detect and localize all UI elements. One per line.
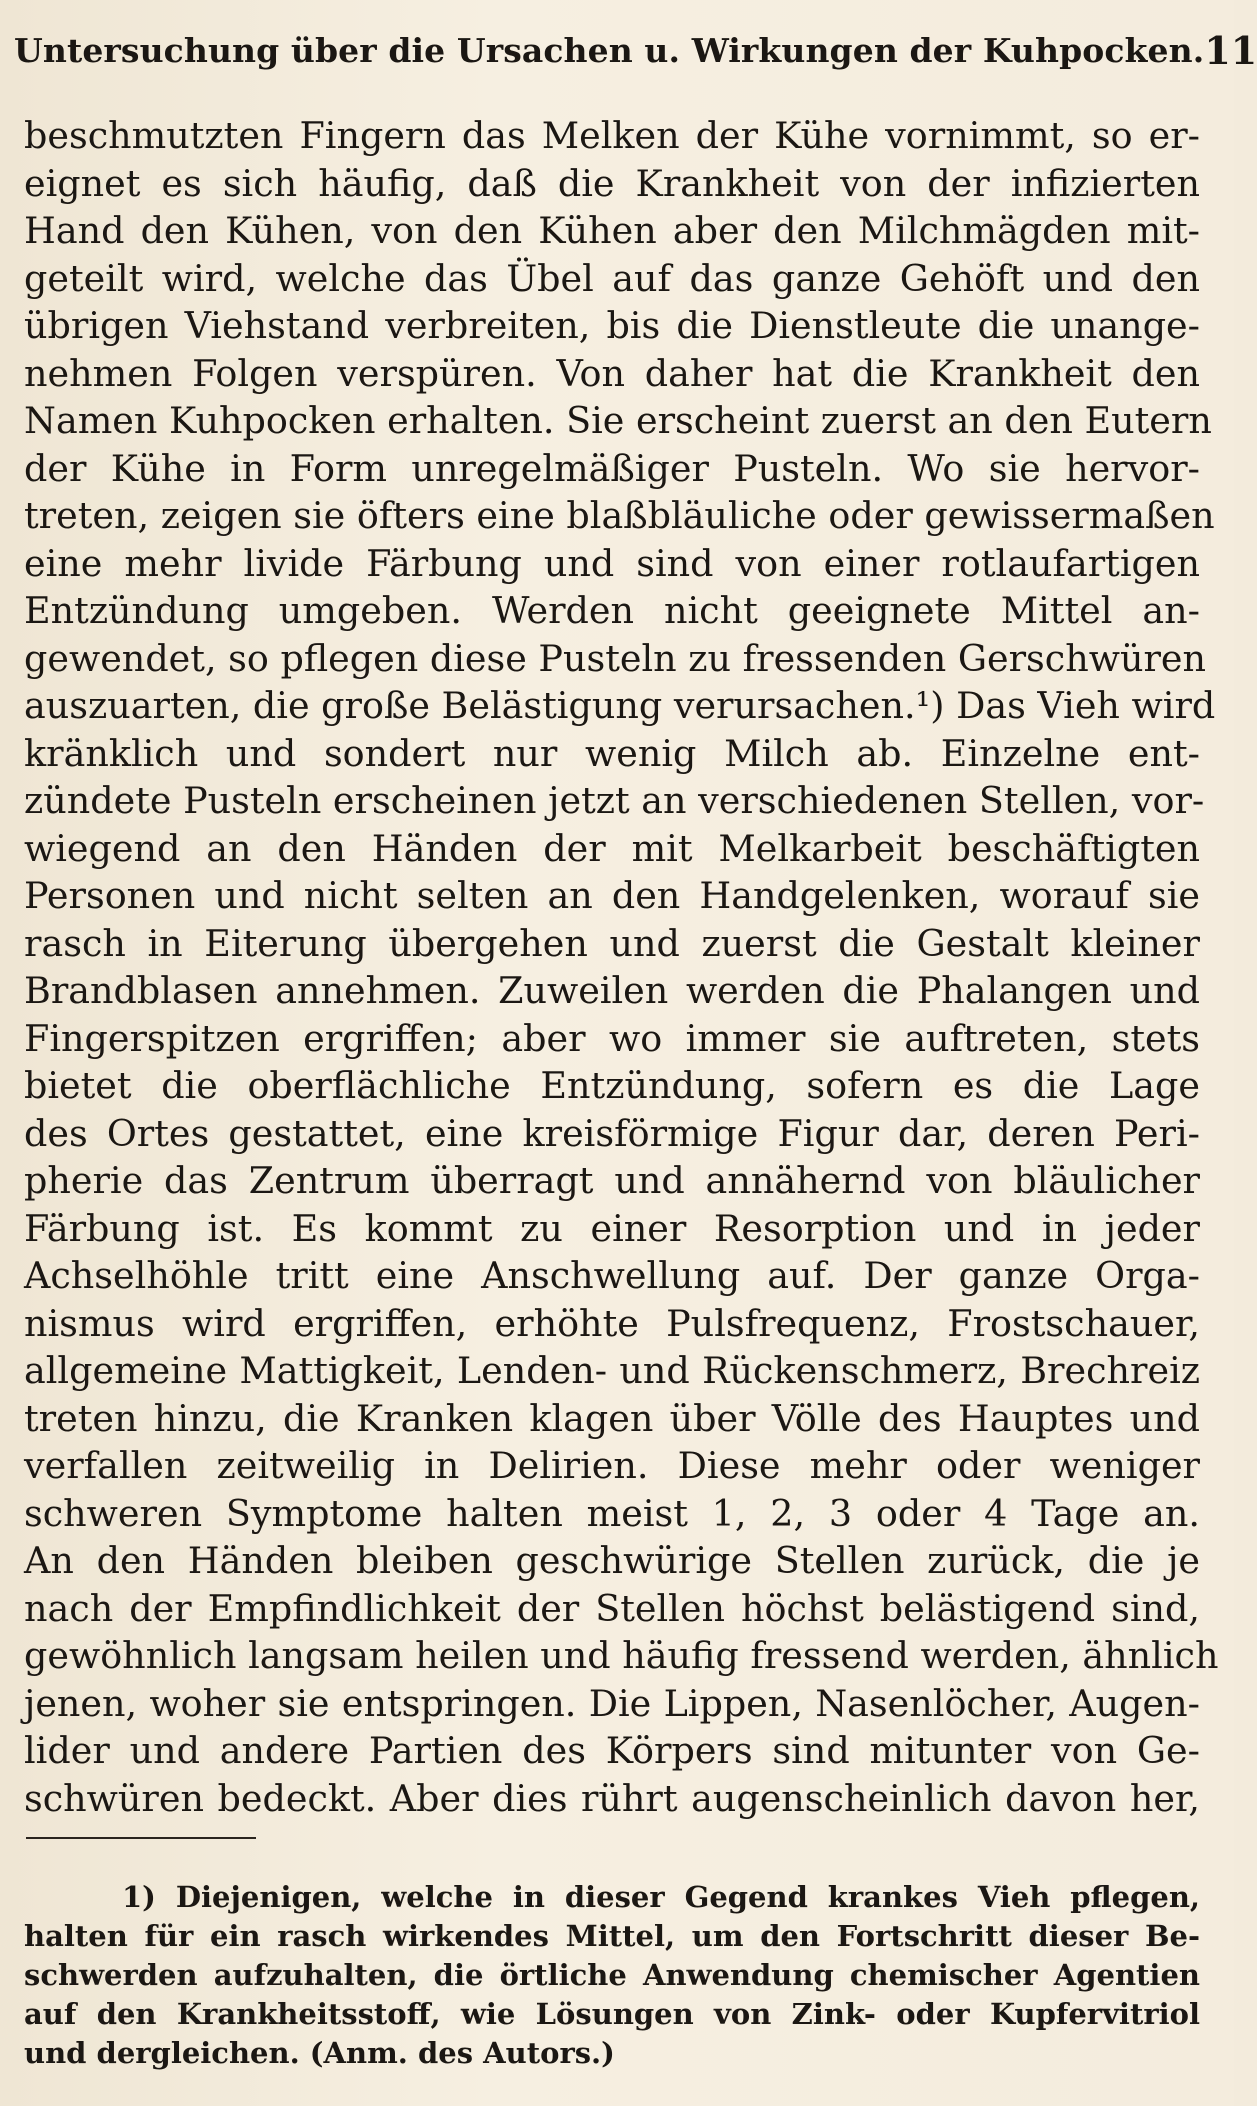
body-line: Fingerspitzen ergriffen; aber wo immer sie auftreten, stets (24, 1016, 1200, 1060)
page-number: 11 (1204, 27, 1257, 73)
body-line: beschmutzten Fingern das Melken der Kühe vornimmt, so er- (24, 114, 1200, 157)
body-line: geteilt wird, welche das Übel auf das ganze Gehöft und den (24, 256, 1200, 300)
body-line: der Kühe in Form unregelmäßiger Pusteln. Wo sie hervor- (24, 446, 1200, 490)
body-line: allgemeine Mattigkeit, Lenden- und Rückenschmerz, Brechreiz (24, 1349, 1200, 1392)
body-line: eignet es sich häufig, daß die Krankheit von der infizierten (24, 161, 1200, 205)
body-line: Entzündung umgeben. Werden nicht geeignete Mittel an- (24, 589, 1200, 632)
footnote-line: halten für ein rasch wirkendes Mittel, um den Fortschritt dieser Be- (24, 1919, 1200, 1953)
body-line: Hand den Kühen, von den Kühen aber den Milchmägden mit- (24, 209, 1200, 252)
body-line: jenen, woher sie entspringen. Die Lippen, Nasenlöcher, Augen- (24, 1681, 1200, 1725)
body-line: gewöhnlich langsam heilen und häufig fressend werden, ähnlich (24, 1634, 1219, 1677)
body-line: kränklich und sondert nur wenig Milch ab. Einzelne ent- (24, 731, 1200, 775)
body-line: verfallen zeitweilig in Delirien. Diese mehr oder weniger (24, 1444, 1200, 1487)
body-line: An den Händen bleiben geschwürige Stellen zurück, die je (24, 1539, 1200, 1582)
body-line: des Ortes gestattet, eine kreisförmige Figur dar, deren Peri- (24, 1111, 1200, 1155)
body-line: schwüren bedeckt. Aber dies rührt augenscheinlich davon her, (24, 1776, 1200, 1820)
body-line: treten hinzu, die Kranken klagen über Völle des Hauptes und (24, 1396, 1200, 1440)
body-line: bietet die oberflächliche Entzündung, sofern es die Lage (24, 1064, 1200, 1107)
footnote-separator (26, 1837, 256, 1839)
body-line: zündete Pusteln erscheinen jetzt an verschiedenen Stellen, vor- (24, 779, 1205, 822)
body-line: Färbung ist. Es kommt zu einer Resorption und in jeder (24, 1206, 1200, 1250)
footnote-line: und dergleichen. (Anm. des Autors.) (24, 2036, 615, 2070)
body-line: rasch in Eiterung übergehen und zuerst die Gestalt kleiner (24, 921, 1200, 965)
footnote-line: auf den Krankheitsstoff, wie Lösungen von Zink- oder Kupfervitriol (24, 1997, 1200, 2031)
body-line: lider und andere Partien des Körpers sind mitunter von Ge- (24, 1729, 1200, 1772)
footnote-line: 1) Diejenigen, welche in dieser Gegend krankes Vieh pflegen, (122, 1880, 1200, 1914)
body-line: Brandblasen annehmen. Zuweilen werden die Phalangen und (24, 969, 1200, 1012)
body-line: Achselhöhle tritt eine Anschwellung auf. Der ganze Orga- (24, 1254, 1200, 1297)
body-line: nismus wird ergriffen, erhöhte Pulsfrequenz, Frostschauer, (24, 1301, 1200, 1345)
body-line: eine mehr livide Färbung und sind von einer rotlaufartigen (24, 541, 1200, 585)
running-head (14, 20, 1257, 80)
body-line: gewendet, so pflegen diese Pusteln zu fressenden Gerschwüren (24, 636, 1207, 680)
body-line: übrigen Viehstand verbreiten, bis die Dienstleute die unange- (24, 304, 1200, 347)
body-line: pherie das Zentrum überragt und annähernd von bläulicher (24, 1159, 1200, 1202)
body-line: nehmen Folgen verspüren. Von daher hat die Krankheit den (24, 351, 1200, 395)
body-line: treten, zeigen sie öfters eine blaßbläuliche oder gewissermaßen (24, 494, 1215, 537)
running-title: Untersuchung über die Ursachen u. Wirkungen der Kuhpocken. (14, 30, 1205, 70)
footnote-line: schwerden aufzuhalten, die örtliche Anwendung chemischer Agentien (24, 1958, 1200, 1992)
body-line: schweren Symptome halten meist 1, 2, 3 oder 4 Tage an. (24, 1491, 1200, 1535)
body-line: Namen Kuhpocken erhalten. Sie erscheint zuerst an den Eutern (24, 399, 1212, 442)
body-line: auszuarten, die große Belästigung verursachen.¹) Das Vieh wird (24, 684, 1216, 727)
body-line: wiegend an den Händen der mit Melkarbeit beschäftigten (24, 826, 1200, 870)
body-text (24, 112, 1219, 1822)
body-line: Personen und nicht selten an den Handgelenken, worauf sie (24, 874, 1200, 917)
body-line: nach der Empfindlichkeit der Stellen höchst belästigend sind, (24, 1586, 1200, 1630)
footnotes (24, 1878, 1200, 2073)
